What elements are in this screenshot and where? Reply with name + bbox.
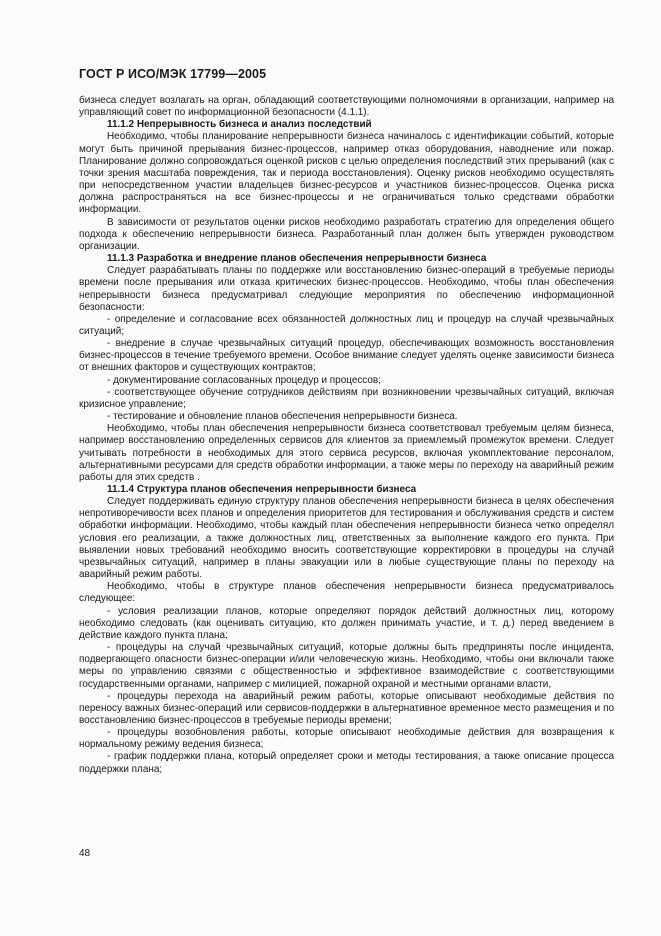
list-item: - тестирование и обновление планов обеспечения непрерывности бизнеса. <box>107 411 458 423</box>
list-item: - соответствующее обучение сотрудников действиям при возникновении чрезвычайных ситуаций, включая кризисное управление; <box>79 386 614 410</box>
list-item: - внедрение в случае чрезвычайных ситуаций процедур, обеспечивающих возможность восстановления бизнес-процессов в течение требуемого времени. Особое внимание следует уделять оценке зависимости бизнеса от внешних факторов и существующих контрактов; <box>79 338 614 374</box>
list-item: - определение и согласование всех обязанностей должностных лиц и процедур на случай чрезвычайных ситуаций; <box>79 313 614 337</box>
list-item: - процедуры на случай чрезвычайных ситуаций, которые должны быть предприняты после инцидента, подвергающего опасности бизнес-операции и/или человеческую жизнь. Необходимо, чтобы они включали также меры по управлению связями с общественностью и эффективное взаимодействие с соответствующими государственными органами, например с милицией, пожарной охраной и местными органами власти, <box>79 642 614 690</box>
paragraph: бизнеса следует возлагать на орган, обладающий соответствующими полномочиями в организации, например на управляющий совет по информационной безопасности (4.1.1). <box>79 95 614 119</box>
list-item: - условия реализации планов, которые определяют порядок действий должностных лиц, которому необходимо следовать (как оценивать ситуацию, кто должен принимать участие, и т. д.) перед введением в действие каждого пункта плана; <box>79 605 614 641</box>
page-body <box>79 95 614 776</box>
page-number: 48 <box>79 848 91 859</box>
section-heading: 11.1.4 Структура планов обеспечения непрерывности бизнеса <box>107 484 417 495</box>
list-item: - процедуры возобновления работы, которые описывают необходимые действия для возвращения к нормальному режиму ведения бизнеса; <box>79 727 614 751</box>
paragraph: Следует разрабатывать планы по поддержке или восстановлению бизнес-операций в требуемые периоды времени после прерывания или отказа критических бизнес-процессов. Необходимо, чтобы план обеспечения непрерывности бизнеса предусматривал следующие мероприятия по обеспечению информационной безопасности: <box>79 265 614 313</box>
list-item: - график поддержки плана, который определяет сроки и методы тестирования, а также описание процесса поддержки плана; <box>79 751 614 775</box>
paragraph: Следует поддерживать единую структуру планов обеспечения непрерывности бизнеса в целях обеспечения непротиворечивости всех планов и определения приоритетов для тестирования и обслуживания средств и систем обработки информации. Необходимо, чтобы каждый план обеспечения непрерывности бизнеса четко определял условия его реализации, а также должностных лиц, ответственных за выполнение каждого его пункта. При выявлении новых требований необходимо вносить соответствующие корректировки в процедуры на случай чрезвычайных ситуаций, например в планы эвакуации или в любые существующие планы по переходу на аварийный режим работы. <box>79 496 614 581</box>
list-item: - документирование согласованных процедур и процессов; <box>107 374 381 386</box>
paragraph: Необходимо, чтобы в структуре планов обеспечения непрерывности бизнеса предусматривалось следующее: <box>79 581 614 605</box>
section-heading: 11.1.3 Разработка и внедрение планов обеспечения непрерывности бизнеса <box>107 253 487 265</box>
paragraph: Необходимо, чтобы план обеспечения непрерывности бизнеса соответствовал требуемым целям бизнеса, например восстановлению определенных сервисов для клиентов за приемлемый промежуток времени. Следует учитывать потребности в необходимых для этого сервиса ресурсов, включая укомплектование персоналом, альтернативными ресурсами для средств обработки информации, а также меры по переходу на аварийный режим работы для этих средств . <box>79 423 614 483</box>
list-item: - процедуры перехода на аварийный режим работы, которые описывают необходимые действия по переносу важных бизнес-операций или сервисов-поддержки в альтернативное временное место размещения и по восстановлению бизнес-процессов в требуемые периоды времени; <box>79 690 614 726</box>
paragraph: В зависимости от результатов оценки рисков необходимо разработать стратегию для определения общего подхода к обеспечению непрерывности бизнеса. Разработанный план должен быть утвержден руководством организации. <box>79 216 614 252</box>
section-heading: 11.1.2 Непрерывность бизнеса и анализ последствий <box>107 119 372 131</box>
paragraph: Необходимо, чтобы планирование непрерывности бизнеса начиналось с идентификации событий, которые могут быть причиной прерывания бизнес-процессов, например отказ оборудования, наводнение или пожар. Планирование должно сопровождаться оценкой рисков с целью определения последствий этих прерываний (как с точки зрения масштаба повреждения, так и периода восстановления). Оценку рисков необходимо осуществлять при непосредственном участии владельцев бизнес-ресурсов и участников бизнес-процессов. Оценка риска должна распространяться на все бизнес-процессы и не ограничиваться только средствами обработки информации. <box>79 131 614 216</box>
document-header: ГОСТ Р ИСО/МЭК 17799—2005 <box>79 67 267 81</box>
